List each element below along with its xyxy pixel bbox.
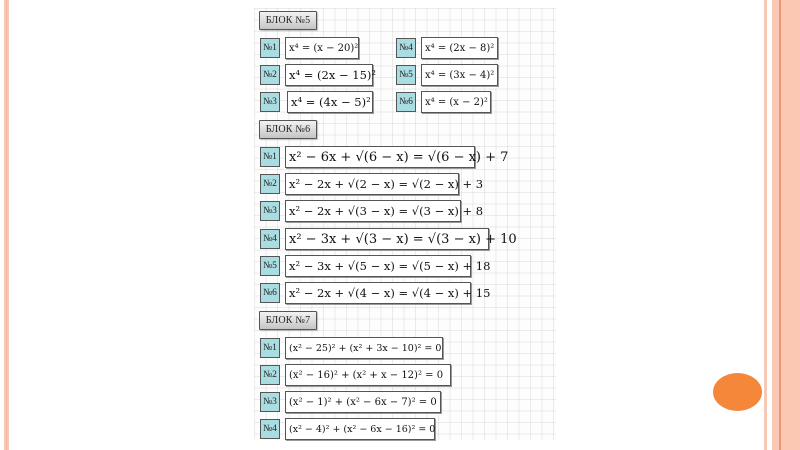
- block-7-item-4-label: №4: [260, 419, 280, 439]
- block-7-item-2-label: №2: [260, 365, 280, 385]
- block-5-item-5-label: №5: [396, 65, 416, 85]
- block-6-item-1-label: №1: [260, 147, 280, 167]
- block-6-item-2-equation: x² − 2x + √(2 − x) = √(2 − x) + 3: [285, 173, 459, 195]
- block-6-header: БЛОК №6: [259, 120, 317, 139]
- block-7-item-1-equation: (x² − 25)² + (x² + 3x − 10)² = 0: [285, 337, 443, 359]
- block-5-item-3-equation: x⁴ = (4x − 5)²: [287, 91, 373, 113]
- block-5-item-4-equation: x⁴ = (2x − 8)²: [421, 37, 498, 59]
- block-5-header: БЛОК №5: [259, 11, 317, 30]
- block-6-item-3-label: №3: [260, 201, 280, 221]
- right-border-line: [779, 0, 781, 450]
- left-border-line: [6, 0, 7, 450]
- block-5-item-2-equation: x⁴ = (2x − 15)²: [285, 64, 373, 86]
- block-7-item-4-equation: (x² − 4)² + (x² − 6x − 16)² = 0: [285, 418, 435, 440]
- block-7-item-2-equation: (x² − 16)² + (x² + x − 12)² = 0: [285, 364, 451, 386]
- block-6-item-2-label: №2: [260, 174, 280, 194]
- orange-circle-decoration: [713, 373, 762, 411]
- block-5-item-4-label: №4: [396, 38, 416, 58]
- block-5-item-6-equation: x⁴ = (x − 2)²: [421, 91, 491, 113]
- block-7-item-3-label: №3: [260, 392, 280, 412]
- block-6-item-5-label: №5: [260, 256, 280, 276]
- block-6-item-6-equation: x² − 2x + √(4 − x) = √(4 − x) + 15: [285, 282, 471, 304]
- block-6-item-4-label: №4: [260, 229, 280, 249]
- block-5-item-6-label: №6: [396, 92, 416, 112]
- right-border-band: [772, 0, 800, 450]
- block-5-item-5-equation: x⁴ = (3x − 4)²: [421, 64, 498, 86]
- block-6-item-4-equation: x² − 3x + √(3 − x) = √(3 − x) + 10: [285, 228, 489, 250]
- block-5-item-3-label: №3: [260, 92, 280, 112]
- block-5-item-1-equation: x⁴ = (x − 20)²: [285, 37, 359, 59]
- worksheet-grid: [254, 8, 556, 440]
- block-6-item-6-label: №6: [260, 283, 280, 303]
- block-5-item-1-label: №1: [260, 38, 280, 58]
- block-7-header: БЛОК №7: [259, 311, 317, 330]
- block-6-item-1-equation: x² − 6x + √(6 − x) = √(6 − x) + 7: [285, 146, 475, 168]
- block-5-item-2-label: №2: [260, 65, 280, 85]
- block-7-item-1-label: №1: [260, 338, 280, 358]
- block-6-item-3-equation: x² − 2x + √(3 − x) = √(3 − x) + 8: [285, 200, 461, 222]
- block-6-item-5-equation: x² − 3x + √(5 − x) = √(5 − x) + 18: [285, 255, 471, 277]
- block-7-item-3-equation: (x² − 1)² + (x² − 6x − 7)² = 0: [285, 391, 441, 413]
